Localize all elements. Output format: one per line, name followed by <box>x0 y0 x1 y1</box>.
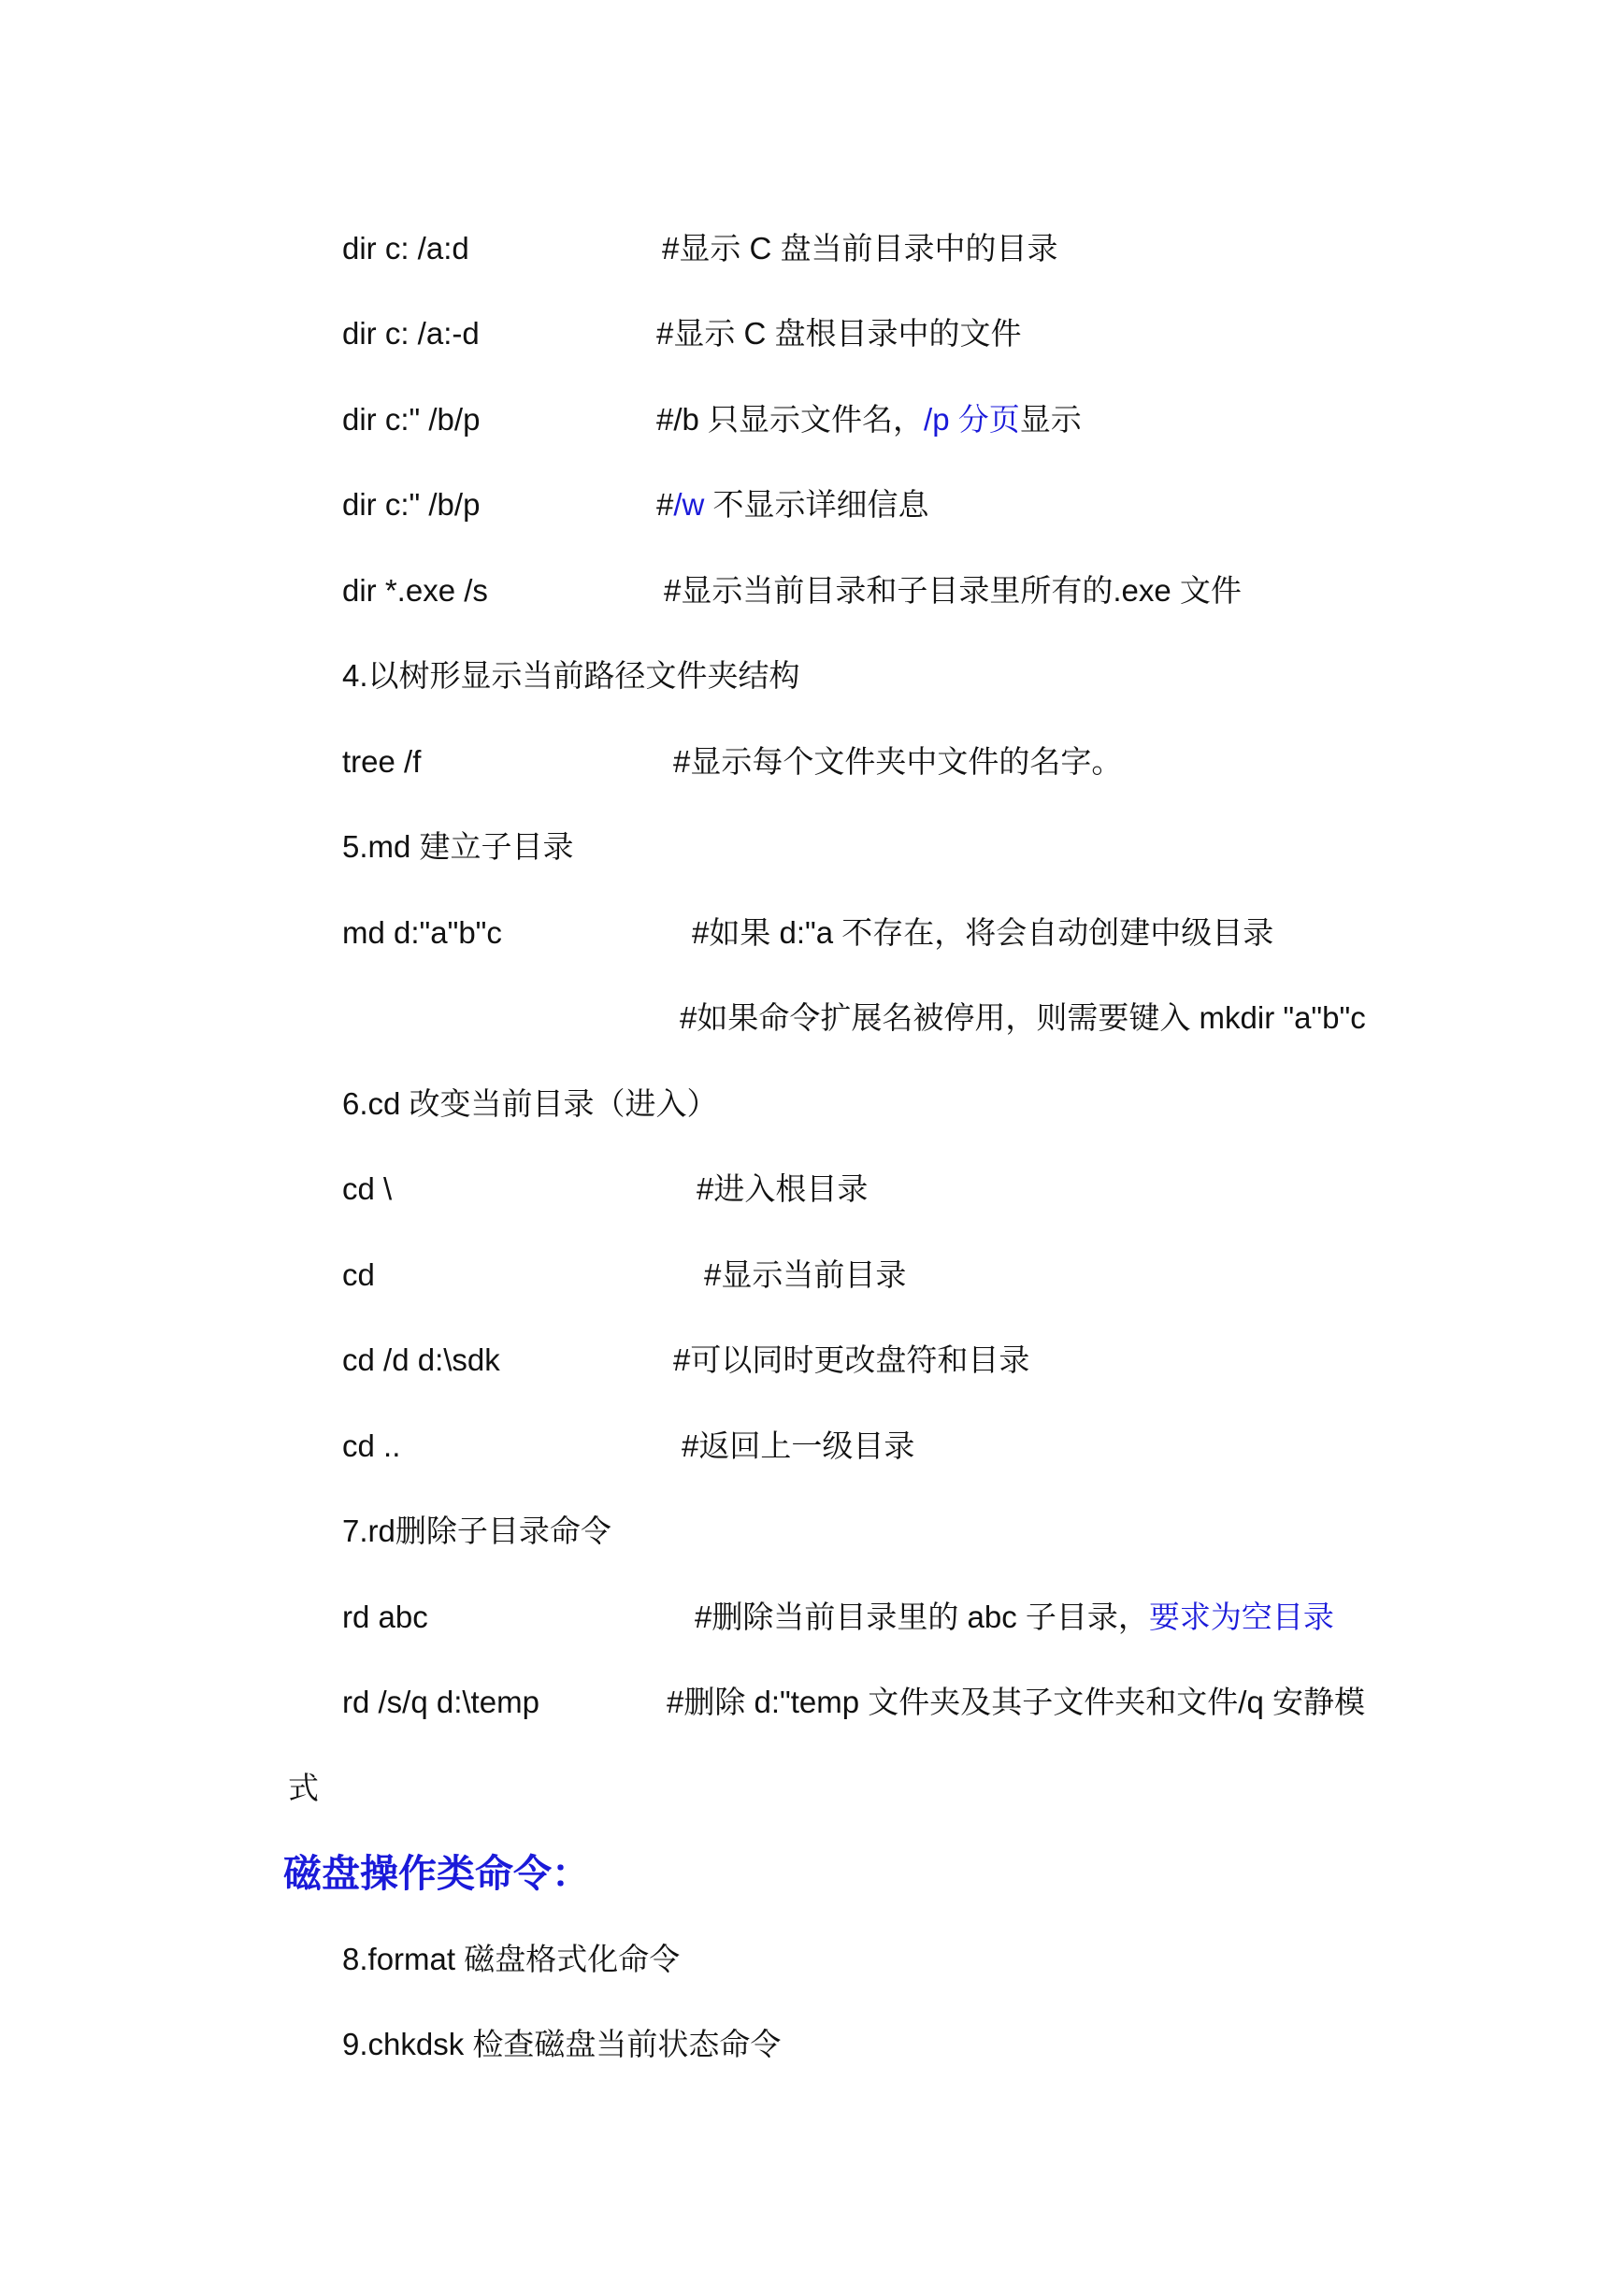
section-title: 5.md 建立子目录 <box>342 829 574 864</box>
command-comment: #如果 d:"a 不存在，将会自动创建中级目录 <box>692 915 1274 950</box>
command-line: cd \ <box>342 1171 393 1206</box>
command-comment <box>695 1599 1334 1636</box>
command-line: rd abc <box>342 1600 428 1634</box>
command-comment <box>656 401 1082 438</box>
section-title: 9.chkdsk 检查磁盘当前状态命令 <box>342 2027 782 2061</box>
comment-text: #删除当前目录里的 abc 子目录， <box>695 1600 1149 1634</box>
command-line: dir *.exe /s <box>342 573 488 608</box>
command-line: tree /f <box>342 744 422 779</box>
command-comment: #显示当前目录和子目录里所有的.exe 文件 <box>664 573 1242 608</box>
comment-highlight: 要求为空目录 <box>1148 1600 1334 1634</box>
command-comment: #显示当前目录 <box>704 1257 907 1292</box>
comment-text: # <box>656 487 674 522</box>
command-comment: #显示每个文件夹中文件的名字。 <box>673 744 1123 779</box>
section-title: 6.cd 改变当前目录（进入） <box>342 1086 718 1121</box>
comment-highlight: /p 分页 <box>924 402 1020 437</box>
section-heading: 磁盘操作类命令： <box>283 1852 590 1895</box>
command-comment: #删除 d:"temp 文件夹及其子文件夹和文件/q 安静模 <box>667 1685 1365 1719</box>
command-line: dir c:" /b/p <box>342 487 481 522</box>
section-title: 8.format 磁盘格式化命令 <box>342 1942 681 1976</box>
command-line: rd /s/q d:\temp <box>342 1685 539 1719</box>
comment-highlight: /w <box>673 487 705 522</box>
command-line: cd /d d:\sdk <box>342 1342 500 1377</box>
command-comment: #如果命令扩展名被停用，则需要键入 mkdir "a"b"c <box>680 1000 1366 1035</box>
comment-text: #/b 只显示文件名， <box>656 402 925 437</box>
section-title: 4.以树形显示当前路径文件夹结构 <box>342 658 800 693</box>
command-comment: #显示 C 盘当前目录中的目录 <box>662 231 1058 265</box>
comment-text: 不显示详细信息 <box>704 487 929 522</box>
command-line: cd <box>342 1257 375 1292</box>
command-comment: #可以同时更改盘符和目录 <box>673 1342 1030 1377</box>
section-title: 7.rd删除子目录命令 <box>342 1514 611 1548</box>
command-comment: #显示 C 盘根目录中的文件 <box>656 316 1022 351</box>
command-comment <box>656 486 929 524</box>
command-line: cd .. <box>342 1428 401 1463</box>
command-line: dir c: /a:-d <box>342 316 480 351</box>
command-line: dir c:" /b/p <box>342 402 481 437</box>
command-comment: #进入根目录 <box>697 1171 869 1206</box>
command-line: md d:"a"b"c <box>342 915 502 950</box>
command-comment: #返回上一级目录 <box>682 1428 915 1463</box>
comment-text: 显示 <box>1019 402 1082 437</box>
wrapped-text: 式 <box>288 1771 319 1805</box>
command-line: dir c: /a:d <box>342 231 469 265</box>
